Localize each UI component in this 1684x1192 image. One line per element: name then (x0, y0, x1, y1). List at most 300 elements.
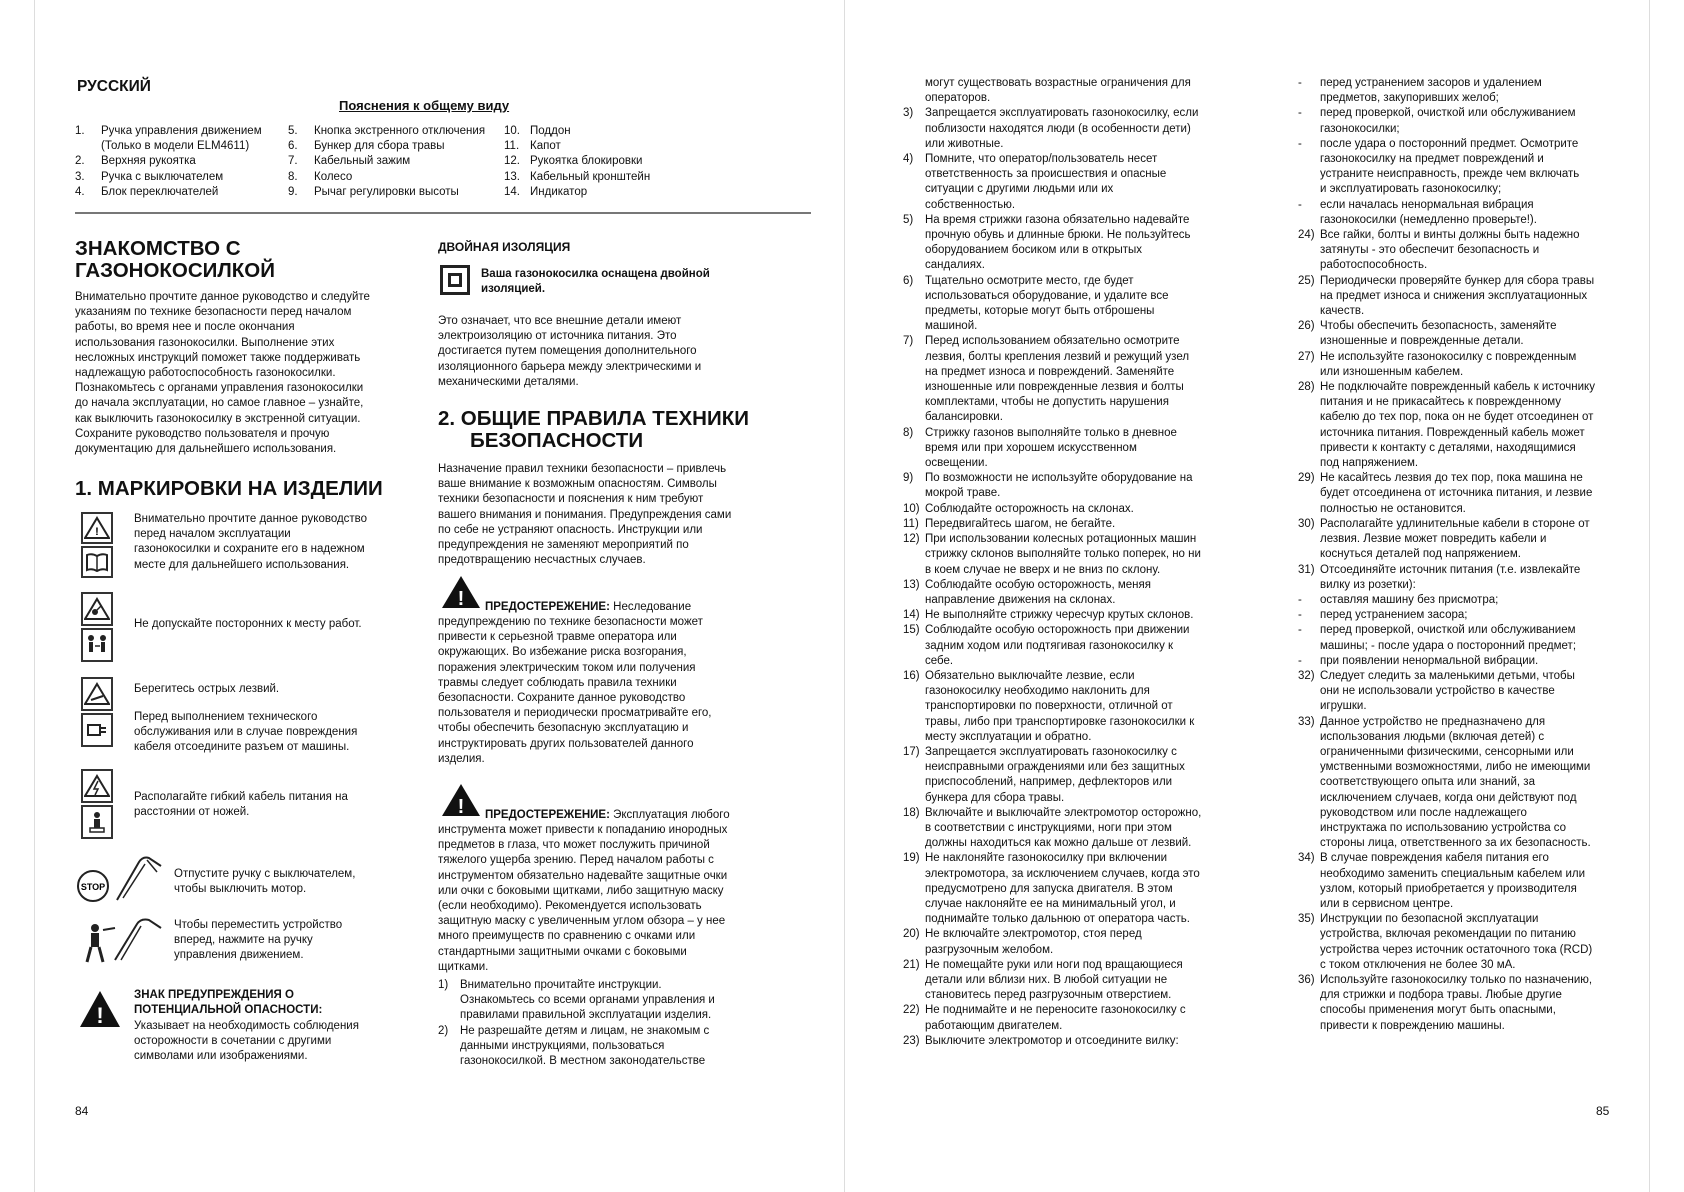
legend-label: Рычаг регулировки высоты (314, 185, 459, 198)
warning-2-header: ПРЕДОСТЕРЕЖЕНИЕ: Эксплуатация любого (485, 809, 730, 821)
rule-line (903, 228, 1239, 243)
item-text: для стрижки и подбора травы. Любые другие (1320, 989, 1562, 1002)
item-text: Следует следить за маленькими детьми, чтобы (1320, 669, 1575, 682)
rule-line (1298, 988, 1618, 1003)
item-text: перед устранением засора; (1320, 609, 1468, 622)
rule-line (903, 745, 1239, 760)
rule-line (1298, 593, 1618, 608)
text-line: газонокосилки и сохраните его в надежном (134, 543, 365, 556)
text-line: управления движением. (174, 949, 304, 962)
rule-line (1298, 745, 1618, 760)
rule-line (903, 1019, 1239, 1034)
item-number: 33) (1298, 715, 1315, 728)
legend-item (288, 124, 485, 139)
item-text: Все гайки, болты и винты должны быть надежно (1320, 229, 1580, 242)
rule-line (1298, 213, 1618, 228)
text-line: работы, во время нее и после окончания (75, 321, 295, 334)
item-text: работоспособность. (1320, 259, 1428, 272)
svg-text:!: ! (95, 526, 99, 538)
disconnect-plug-icon (81, 713, 113, 747)
item-text: работающим двигателем. (925, 1019, 1063, 1032)
rule-line (903, 684, 1239, 699)
rule-line (1298, 243, 1618, 258)
legend-number: 9. (288, 185, 298, 198)
item-text: кабелю до тех пор, пока он не будет отсоединен от (1320, 411, 1594, 424)
item-text: Не наклоняйте газонокосилку при включении (925, 852, 1167, 865)
item-text: разгрузочным желобом. (925, 943, 1054, 956)
rule-line (903, 456, 1239, 471)
rule-line (903, 988, 1239, 1003)
rule-line (1298, 395, 1618, 410)
text-line: Располагайте гибкий кабель питания на (134, 791, 348, 803)
item-text: Ознакомьтесь со всеми органами управления и (460, 994, 715, 1007)
text-line: месте для дальнейшего использования. (134, 558, 350, 571)
double-insulation-bold (481, 267, 710, 297)
rule-line (903, 760, 1239, 775)
rule-line (903, 897, 1239, 912)
rule-line (903, 699, 1239, 714)
item-text: с током отключения не более 30 мА. (1320, 958, 1516, 971)
item-number: 4) (903, 153, 914, 166)
item-text: электромотора, за исключением случаев, когда это (925, 867, 1200, 880)
item-number: 29) (1298, 472, 1315, 485)
item-number: 25) (1298, 274, 1315, 287)
item-number: 18) (903, 806, 920, 819)
legend-label: Ручка с выключателем (101, 170, 224, 183)
rule-line (903, 623, 1239, 638)
item-text: газонокосилкой. В местном законодательстве (460, 1055, 706, 1068)
item-number: 21) (903, 958, 920, 971)
thrown-object-warning-icon (81, 592, 113, 626)
item-text: привести к повреждению машины. (1320, 1019, 1505, 1032)
text-line: Внимательно прочтите данное руководство и следуйте (75, 291, 370, 303)
item-text: Не поднимайте и не переносите газонокосилку с (925, 1004, 1186, 1017)
warning-1-header: ПРЕДОСТЕРЕЖЕНИЕ: Неследование (485, 601, 692, 613)
rule-line (438, 978, 715, 993)
item-text: Стрижку газонов выполняйте только в дневное (925, 426, 1177, 439)
legend-label: Кабельный зажим (314, 155, 411, 168)
item-number: 23) (903, 1034, 920, 1047)
item-text: Чтобы обеспечить безопасность, заменяйте (1320, 320, 1557, 333)
legend-label: Кабельный кронштейн (530, 170, 651, 183)
item-text: способы применения могут быть опасными, (1320, 1004, 1556, 1017)
item-text: На время стрижки газона обязательно надевайте (925, 213, 1190, 226)
item-text: стрижку склонов выполняйте только поперек, но ни (925, 548, 1201, 561)
rule-line (903, 639, 1239, 654)
rule-line (903, 365, 1239, 380)
rule-line (1298, 502, 1618, 517)
rule-line (903, 471, 1239, 486)
text-line: тяжелого ущерба зрению. Перед началом работы с (438, 854, 714, 867)
rule-line (1298, 973, 1618, 988)
item-text: Отсоединяйте источник питания (т.е. извлекайте (1320, 563, 1581, 576)
item-text: Помните, что оператор/пользователь несет (925, 153, 1158, 166)
item-text: оборудованием босиком или в открытых (925, 244, 1143, 257)
rule-line (1298, 669, 1618, 684)
manual-book-icon (81, 546, 113, 578)
item-text: Не помещайте руки или ноги под вращающиеся (925, 958, 1183, 971)
text-line: расстоянии от ножей. (134, 806, 250, 819)
item-text: или животные. (925, 137, 1004, 150)
item-number: 10) (903, 502, 920, 515)
item-text: лезвия, болты крепления лезвий и режущий узел (925, 350, 1190, 363)
item-number: - (1298, 609, 1302, 622)
item-text: качеств. (1320, 305, 1365, 318)
rule-line (1298, 851, 1618, 866)
item-text: неисправными ограждениями или без защитных (925, 761, 1185, 774)
legend-label: (Только в модели ELM4611) (101, 140, 250, 153)
item-text: Запрещается эксплуатировать газонокосилку с (925, 745, 1177, 758)
rule-line (1298, 228, 1618, 243)
item-text: Запрещается эксплуатировать газонокосилку, если (925, 107, 1199, 120)
rule-line (1298, 91, 1618, 106)
item-text: становитесь перед разгрузочным отверстием. (925, 989, 1172, 1002)
rule-line (903, 1003, 1239, 1018)
rule-line (1298, 532, 1618, 547)
double-insulation-text (438, 314, 701, 390)
item-text: Соблюдайте особую осторожность при движении (925, 624, 1190, 637)
item-text: Не включайте электромотор, стоя перед (925, 928, 1142, 941)
text-line: травмы следует соблюдать правила техники (438, 676, 677, 689)
page-number-right: 85 (1596, 1104, 1610, 1118)
warning-2-text (438, 823, 727, 975)
rule-line (903, 517, 1239, 532)
text-line: перед началом эксплуатации (134, 528, 291, 541)
rule-line (903, 213, 1239, 228)
text-line: стандартными защитными очками с боковыми (438, 945, 687, 958)
item-text: после удара о посторонний предмет. Осмотрите (1320, 137, 1579, 150)
rule-line (903, 715, 1239, 730)
item-text: предметов, закупоривших желоб; (1320, 92, 1499, 105)
item-number: 9) (903, 472, 914, 485)
rule-line (1298, 410, 1618, 425)
rule-line (903, 122, 1239, 137)
rule-line (1298, 122, 1618, 137)
rule-line (1298, 441, 1618, 456)
rule-line (1298, 639, 1618, 654)
rule-line (1298, 319, 1618, 334)
text-line: Внимательно прочтите данное руководство (134, 513, 368, 525)
item-text: питания и не прикасайтесь к поврежденному (1320, 396, 1562, 409)
rule-line (1298, 699, 1618, 714)
text-line: много преимуществ по сравнению с очками или (438, 930, 696, 943)
legend-item (75, 124, 262, 139)
warning-1-text (438, 615, 712, 767)
item-number: - (1298, 137, 1302, 150)
item-text: в коем случае не вверх и не вниз по склону. (925, 563, 1161, 576)
rule-line (1298, 380, 1618, 395)
rule-line (903, 243, 1239, 258)
text-line: по себе не устраняют опасность. Инструкции или (438, 523, 703, 536)
item-text: стороны лица, ответственного за их безопасность. (1320, 837, 1591, 850)
item-text: Соблюдайте осторожность на склонах. (925, 502, 1134, 515)
legend-number: 14. (504, 185, 520, 198)
text-line: предупреждению по технике безопасности может (438, 616, 703, 628)
rule-line (903, 289, 1239, 304)
text-line: как выключить газонокосилку в экстренной ситуации. (75, 412, 361, 425)
item-number: 34) (1298, 852, 1315, 865)
item-text: Обязательно выключайте лезвие, если (925, 669, 1135, 682)
item-text: бункера для сбора травы. (925, 791, 1065, 804)
legend-number: 3. (75, 170, 85, 183)
item-text: транспортировки по поверхности, отличной от (925, 700, 1173, 713)
legend-label: Кнопка экстренного отключения (314, 125, 486, 137)
rule-line (1298, 654, 1618, 669)
text-line: символами или изображениями. (134, 1050, 308, 1063)
item-text: прочную обувь и длинные брюки. Не пользуйтесь (925, 229, 1191, 242)
text-line: до начала эксплуатации, но самое главное – узнайте, (75, 397, 364, 410)
warning-1-icon (441, 575, 481, 614)
rule-line (903, 167, 1239, 182)
marking-blades-text: Берегитесь острых лезвий. (134, 683, 280, 695)
text-line: механическими деталями. (438, 375, 579, 388)
item-text: Внимательно прочитайте инструкции. (460, 979, 662, 991)
rule-line (903, 304, 1239, 319)
rule-line (1298, 806, 1618, 821)
rule-line (903, 973, 1239, 988)
text-line: щитками. (438, 960, 489, 973)
item-text: Данное устройство не предназначено для (1320, 715, 1546, 728)
rule-line (903, 593, 1239, 608)
legend-item (75, 154, 262, 169)
text-line: Отпустите ручку с выключателем, (174, 868, 356, 880)
legend-number: 12. (504, 155, 520, 168)
text-line: документацию для дальнейшего использования. (75, 443, 337, 456)
legend-number: 5. (288, 125, 298, 137)
right-page (844, 0, 1650, 1192)
rule-line (903, 532, 1239, 547)
rule-line (438, 1054, 715, 1069)
divider (75, 212, 811, 214)
rule-line (1298, 821, 1618, 836)
rule-line (1298, 791, 1618, 806)
text-line: Назначение правил техники безопасности – привлечь (438, 463, 727, 475)
legend-column-3 (504, 124, 650, 200)
marking-maintenance-text (134, 710, 357, 756)
item-text: освещении. (925, 457, 988, 470)
rule-line (1298, 897, 1618, 912)
rule-line (903, 198, 1239, 213)
item-text: лезвия. Лезвие может повредить кабели и (1320, 533, 1547, 546)
rule-line (1298, 365, 1618, 380)
item-text: источника питания. Поврежденный кабель может (1320, 426, 1585, 439)
item-text: ситуации с другими людьми или их (925, 183, 1114, 196)
legend-number: 6. (288, 140, 298, 153)
item-text: машиной. (925, 320, 978, 333)
item-text: данными инструкциями, пользоваться (460, 1039, 665, 1052)
item-text: Периодически проверяйте бункер для сбора травы (1320, 274, 1595, 287)
rule-line (438, 1039, 715, 1054)
marking-read-manual-text (134, 512, 367, 573)
text-line: Ваша газонокосилка оснащена двойной (481, 268, 710, 280)
legend-column-2 (288, 124, 485, 200)
item-text: Соблюдайте особую осторожность, меняя (925, 578, 1151, 591)
item-number: 1) (438, 979, 449, 991)
text-line: обслуживания или в случае повреждения (134, 726, 358, 739)
item-text: сандалиях. (925, 259, 985, 272)
rule-line (903, 851, 1239, 866)
item-text: комплектами, чтобы не допустить нарушения (925, 396, 1169, 409)
legend-label: Блок переключателей (101, 185, 219, 198)
rule-line (1298, 426, 1618, 441)
rule-line (903, 608, 1239, 623)
rule-line (903, 806, 1239, 821)
item-text: устройства через источник остаточного тока (RCD) (1320, 943, 1593, 956)
rule-line (903, 547, 1239, 562)
item-number: 15) (903, 624, 920, 637)
stop-label: STOP (80, 882, 106, 892)
rule-line (903, 654, 1239, 669)
rule-line (903, 395, 1239, 410)
svg-text:!: ! (457, 588, 465, 609)
legend-item (75, 170, 262, 185)
item-text: Передвигайтесь шагом, не бегайте. (925, 517, 1116, 530)
item-text: ограниченными физическими, сенсорными или (1320, 745, 1574, 758)
rule-line (1298, 182, 1618, 197)
rule-line (903, 563, 1239, 578)
item-text: исключением случаев, когда они действуют под (1320, 791, 1577, 804)
item-text: и эксплуатировать газонокосилку; (1320, 183, 1502, 196)
item-number: 7) (903, 335, 914, 348)
text-line: несложных инструкций поможет также поддерживать (75, 351, 361, 364)
item-text: узлом, который приобретается у производителя (1320, 882, 1577, 895)
item-text: Располагайте удлинительные кабели в стороне от (1320, 517, 1590, 530)
rule-line (1298, 456, 1618, 471)
legend-item (75, 185, 262, 200)
item-text: предметы, которые могут быть отброшены (925, 305, 1155, 318)
text-line: поражения электрическим током или получения (438, 661, 696, 674)
text-line: изделия. (438, 752, 485, 765)
rule-line (903, 91, 1239, 106)
item-text: операторов. (925, 92, 991, 105)
item-text: Включайте и выключайте электромотор осторожно, (925, 806, 1202, 819)
item-text: приспособлений, например, дефлекторов или (925, 776, 1173, 789)
legend-number: 1. (75, 125, 85, 137)
legend-item (504, 124, 650, 139)
rules-list-left (438, 978, 715, 1069)
text-line: предотвращению несчастных случаев. (438, 554, 646, 567)
legend-item (288, 139, 485, 154)
item-number: - (1298, 654, 1302, 667)
legend-item (504, 170, 650, 185)
item-text: Используйте газонокосилку только по назначению, (1320, 973, 1593, 986)
item-text: перед проверкой, очисткой или обслуживанием (1320, 107, 1576, 120)
rule-line (903, 319, 1239, 334)
text-line: защитную маску с увеличенным углом обзора – у нее (438, 915, 726, 928)
text-line: техники безопасности и пояснения к ним требуют (438, 493, 704, 506)
item-text: машины; - после удара о посторонний предмет; (1320, 639, 1577, 652)
rule-line (903, 1034, 1239, 1049)
rule-line (903, 958, 1239, 973)
item-text: умственными возможностями, либо не имеющими (1320, 761, 1591, 774)
item-text: привести к контакту с деталями, находящимися (1320, 441, 1576, 454)
marking-bystanders-text: Не допускайте посторонних к месту работ. (134, 618, 362, 630)
rule-line (1298, 1003, 1618, 1018)
section-1-title: 1. МАРКИРОВКИ НА ИЗДЕЛИИ (75, 477, 383, 500)
item-number: 6) (903, 274, 914, 287)
rule-line (1298, 517, 1618, 532)
item-number: - (1298, 624, 1302, 637)
text-line: изоляционного барьера между электрическими и (438, 360, 702, 373)
rule-line (1298, 76, 1618, 91)
item-text: изношенные и поврежденные детали. (1320, 335, 1524, 348)
item-text: оставляя машину без присмотра; (1320, 593, 1499, 606)
item-number: 2) (438, 1024, 449, 1037)
item-text: правилами правильной эксплуатации изделия. (460, 1009, 712, 1022)
rule-line (1298, 882, 1618, 897)
text-line: предупреждения не заменяют мероприятий по (438, 539, 689, 552)
item-text: Перед использованием обязательно осмотрите (925, 335, 1180, 348)
rule-line (903, 867, 1239, 882)
item-number: 28) (1298, 381, 1315, 394)
item-text: газонокосилки; (1320, 122, 1400, 135)
item-number: 14) (903, 609, 920, 622)
item-number: 3) (903, 107, 914, 120)
item-text: газонокосилку необходимо наклонить для (925, 685, 1150, 698)
intro-title: ЗНАКОМСТВО С ГАЗОНОКОСИЛКОЙ (75, 237, 275, 282)
legend-label: Бункер для сбора травы (314, 140, 445, 153)
rule-line (1298, 198, 1618, 213)
text-line: Указывает на необходимость соблюдения (134, 1020, 359, 1032)
text-line: ваше внимание к возможным опасностям. Символы (438, 478, 717, 491)
item-text: направление движения на склонах. (925, 593, 1116, 606)
rule-line (903, 334, 1239, 349)
item-number: 22) (903, 1004, 920, 1017)
legend-number: 11. (504, 140, 520, 153)
rule-line (1298, 684, 1618, 699)
text-line: Познакомьтесь с органами управления газонокосилки (75, 382, 364, 395)
legend-item (504, 185, 650, 200)
item-text: перед проверкой, очисткой или обслуживанием (1320, 624, 1576, 637)
rule-line (903, 775, 1239, 790)
item-text: необходимо заменить специальным кабелем или (1320, 867, 1586, 880)
rule-line (903, 836, 1239, 851)
item-text: В случае повреждения кабеля питания его (1320, 852, 1549, 865)
electric-shock-warning-icon (81, 769, 113, 803)
legend-column-1 (75, 124, 262, 200)
rule-line (903, 258, 1239, 273)
rule-line (903, 106, 1239, 121)
text-line: (если необходимо). Рекомендуется использовать (438, 900, 702, 913)
text-line: окружающих. Во избежание риска возгорания, (438, 646, 687, 659)
text-line: электроизоляцию от источника питания. Это (438, 330, 677, 343)
legend-number: 8. (288, 170, 298, 183)
text-line: вперед, нажмите на ручку (174, 934, 313, 947)
cable-away-from-blades-icon (81, 805, 113, 839)
rule-line (903, 426, 1239, 441)
item-text: должны находиться как можно дальше от лезвий. (925, 837, 1192, 850)
legend-label: Ручка управления движением (101, 125, 262, 137)
rule-line (1298, 943, 1618, 958)
item-text: время или при хорошем искусственном (925, 441, 1137, 454)
item-text: инструктажа по использованию устройства со (1320, 821, 1567, 834)
text-line: Сохраните руководство пользователя и прочую (75, 427, 330, 440)
item-number: 35) (1298, 913, 1315, 926)
legend-label: Рукоятка блокировки (530, 155, 643, 168)
rule-line (1298, 258, 1618, 273)
rule-line (1298, 471, 1618, 486)
item-text: руководством или после надлежащего (1320, 806, 1527, 819)
section-2-text (438, 462, 731, 568)
rules-column-2 (1298, 76, 1618, 1034)
rule-line (1298, 608, 1618, 623)
text-line: осторожности в сочетании с другими (134, 1035, 332, 1048)
item-text: себе. (925, 654, 954, 667)
item-text: детали или вблизи них. В любой ситуации не (925, 973, 1168, 986)
item-text: газонокосилки (немедленно проверьте!). (1320, 213, 1537, 226)
legend-label: Поддон (530, 125, 571, 137)
marking-drive-text (174, 918, 342, 964)
